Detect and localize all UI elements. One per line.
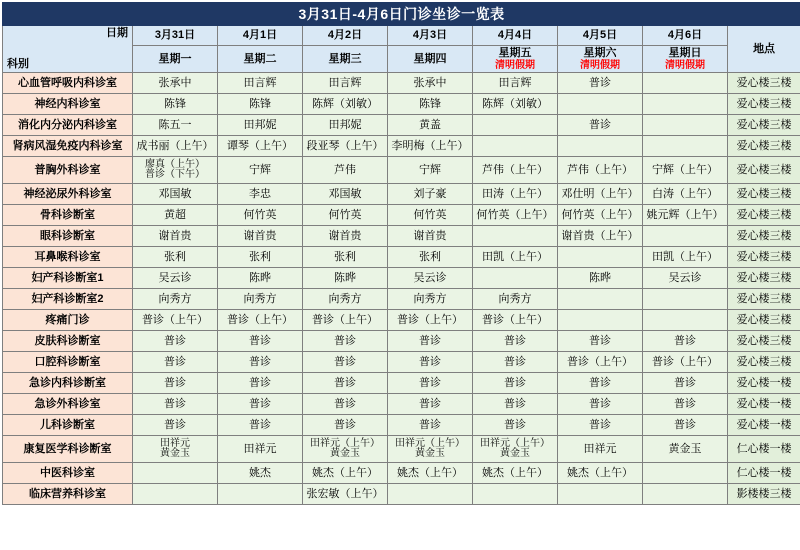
doctor-cell: 黄金玉: [643, 436, 728, 463]
location-cell: 爱心楼三楼: [728, 247, 800, 268]
doctor-cell: 张利: [388, 247, 473, 268]
doctor-cell: 普诊: [558, 73, 643, 94]
doctor-cell: 普诊: [218, 331, 303, 352]
doctor-cell: 宁辉: [218, 157, 303, 184]
doctor-cell: [558, 484, 643, 505]
table-row: [3, 310, 800, 331]
doctor-cell: 张承中: [388, 73, 473, 94]
doctor-cell: 何竹英: [388, 205, 473, 226]
doctor-cell: 姚杰（上午）: [473, 463, 558, 484]
doctor-cell: 向秀方: [388, 289, 473, 310]
doctor-cell: 芦伟（上午）: [558, 157, 643, 184]
department-name: 心血管呼吸内科诊室: [3, 73, 133, 94]
doctor-cell: 普诊: [558, 115, 643, 136]
table-row: [3, 484, 800, 505]
doctor-cell: [643, 73, 728, 94]
doctor-cell: [473, 484, 558, 505]
location-cell: 爱心楼三楼: [728, 73, 800, 94]
doctor-cell: 普诊（上午）: [133, 310, 218, 331]
department-name: 肾病风湿免疫内科诊室: [3, 136, 133, 157]
doctor-cell: 普诊: [133, 373, 218, 394]
doctor-cell: [133, 463, 218, 484]
doctor-cell: 何竹英: [303, 205, 388, 226]
schedule-body: [3, 73, 800, 505]
doctor-cell: 陈辉（刘敏）: [303, 94, 388, 115]
doctor-cell: 姚杰（上午）: [303, 463, 388, 484]
department-name: 神经内科诊室: [3, 94, 133, 115]
doctor-cell: 田祥元 黄金玉: [133, 436, 218, 463]
clinic-schedule-table: [2, 2, 800, 505]
doctor-cell: 成书丽（上午）: [133, 136, 218, 157]
doctor-cell: 谢首贵（上午）: [558, 226, 643, 247]
doctor-cell: 谢首贵: [388, 226, 473, 247]
doctor-cell: 田邦妮: [303, 115, 388, 136]
doctor-cell: 普诊: [388, 373, 473, 394]
doctor-cell: 普诊: [643, 373, 728, 394]
doctor-cell: 谭琴（上午）: [218, 136, 303, 157]
location-cell: 爱心楼三楼: [728, 352, 800, 373]
location-cell: 爱心楼三楼: [728, 94, 800, 115]
table-row: [3, 73, 800, 94]
department-name: 中医科诊室: [3, 463, 133, 484]
doctor-cell: 田祥元: [218, 436, 303, 463]
doctor-cell: 田凯（上午）: [473, 247, 558, 268]
department-name: 耳鼻喉科诊室: [3, 247, 133, 268]
location-cell: 仁心楼一楼: [728, 436, 800, 463]
header-date-6: 4月6日: [643, 26, 728, 46]
doctor-cell: 姚杰（上午）: [558, 463, 643, 484]
header-date-row: [3, 26, 800, 46]
doctor-cell: 李明梅（上午）: [388, 136, 473, 157]
doctor-cell: 张承中: [133, 73, 218, 94]
doctor-cell: [473, 115, 558, 136]
doctor-cell: 陈晔: [218, 268, 303, 289]
department-name: 康复医学科诊断室: [3, 436, 133, 463]
department-name: 儿科诊断室: [3, 415, 133, 436]
doctor-cell: [388, 484, 473, 505]
header-corner-cell: [3, 26, 133, 73]
header-weekday-5: 星期六 清明假期: [558, 46, 643, 73]
table-row: [3, 205, 800, 226]
location-cell: 影楼楼三楼: [728, 484, 800, 505]
table-row: [3, 184, 800, 205]
location-cell: 爱心楼三楼: [728, 157, 800, 184]
doctor-cell: 普诊: [388, 415, 473, 436]
doctor-cell: 吴云诊: [133, 268, 218, 289]
corner-dept-label: 科别: [7, 58, 29, 71]
department-name: 急诊内科诊断室: [3, 373, 133, 394]
doctor-cell: 田涛（上午）: [473, 184, 558, 205]
doctor-cell: 谢首贵: [218, 226, 303, 247]
table-row: [3, 331, 800, 352]
location-cell: 爱心楼三楼: [728, 205, 800, 226]
doctor-cell: 普诊: [558, 394, 643, 415]
doctor-cell: 普诊: [388, 352, 473, 373]
table-title-row: [3, 3, 800, 26]
doctor-cell: 田祥元（上午） 黄金玉: [473, 436, 558, 463]
department-name: 口腔科诊断室: [3, 352, 133, 373]
department-name: 皮肤科诊断室: [3, 331, 133, 352]
doctor-cell: [643, 463, 728, 484]
doctor-cell: 段亚琴（上午）: [303, 136, 388, 157]
schedule-page: [0, 2, 800, 550]
header-weekday-0: 星期一: [133, 46, 218, 73]
doctor-cell: [558, 136, 643, 157]
location-cell: 爱心楼三楼: [728, 226, 800, 247]
doctor-cell: [643, 484, 728, 505]
table-row: [3, 373, 800, 394]
doctor-cell: 普诊: [558, 373, 643, 394]
doctor-cell: 普诊: [303, 394, 388, 415]
doctor-cell: 张宏敏（上午）: [303, 484, 388, 505]
doctor-cell: 黄盖: [388, 115, 473, 136]
corner-date-label: 日期: [106, 27, 128, 40]
header-date-5: 4月5日: [558, 26, 643, 46]
table-row: [3, 268, 800, 289]
doctor-cell: 普诊（上午）: [643, 352, 728, 373]
doctor-cell: 宁辉: [388, 157, 473, 184]
doctor-cell: 廖真（上午） 普诊（下午）: [133, 157, 218, 184]
department-name: 妇产科诊断室1: [3, 268, 133, 289]
doctor-cell: 吴云诊: [388, 268, 473, 289]
location-cell: 爱心楼三楼: [728, 310, 800, 331]
doctor-cell: 芦伟: [303, 157, 388, 184]
page-title: 3月31日-4月6日门诊坐诊一览表: [3, 3, 800, 26]
doctor-cell: 何竹英: [218, 205, 303, 226]
doctor-cell: 姚元辉（上午）: [643, 205, 728, 226]
doctor-cell: 张利: [218, 247, 303, 268]
doctor-cell: 普诊（上午）: [473, 310, 558, 331]
table-row: [3, 94, 800, 115]
location-cell: 爱心楼三楼: [728, 184, 800, 205]
doctor-cell: 邓国敏: [303, 184, 388, 205]
doctor-cell: [558, 247, 643, 268]
table-row: [3, 157, 800, 184]
doctor-cell: 普诊: [133, 352, 218, 373]
doctor-cell: 普诊: [218, 352, 303, 373]
location-cell: 爱心楼三楼: [728, 136, 800, 157]
doctor-cell: 向秀方: [303, 289, 388, 310]
doctor-cell: [643, 289, 728, 310]
doctor-cell: 谢首贵: [133, 226, 218, 247]
header-weekday-6: 星期日 清明假期: [643, 46, 728, 73]
doctor-cell: [643, 136, 728, 157]
header-weekday-3: 星期四: [388, 46, 473, 73]
doctor-cell: 普诊: [473, 352, 558, 373]
department-name: 神经泌尿外科诊室: [3, 184, 133, 205]
header-date-3: 4月3日: [388, 26, 473, 46]
header-weekday-4: 星期五 清明假期: [473, 46, 558, 73]
doctor-cell: 田凯（上午）: [643, 247, 728, 268]
location-cell: 爱心楼一楼: [728, 415, 800, 436]
department-name: 急诊外科诊室: [3, 394, 133, 415]
header-date-1: 4月1日: [218, 26, 303, 46]
doctor-cell: 黄超: [133, 205, 218, 226]
doctor-cell: 普诊: [473, 373, 558, 394]
table-row: [3, 289, 800, 310]
doctor-cell: 陈晔: [303, 268, 388, 289]
header-date-4: 4月4日: [473, 26, 558, 46]
doctor-cell: [643, 226, 728, 247]
doctor-cell: 田祥元（上午） 黄金玉: [388, 436, 473, 463]
header-date-0: 3月31日: [133, 26, 218, 46]
doctor-cell: 姚杰（上午）: [388, 463, 473, 484]
doctor-cell: 李忠: [218, 184, 303, 205]
doctor-cell: 普诊: [133, 394, 218, 415]
doctor-cell: 普诊: [218, 415, 303, 436]
location-cell: 爱心楼三楼: [728, 115, 800, 136]
doctor-cell: 何竹英（上午）: [473, 205, 558, 226]
table-row: [3, 247, 800, 268]
doctor-cell: [558, 94, 643, 115]
doctor-cell: 普诊: [303, 331, 388, 352]
doctor-cell: 邓仕明（上午）: [558, 184, 643, 205]
doctor-cell: [643, 115, 728, 136]
department-name: 骨科诊断室: [3, 205, 133, 226]
department-name: 临床营养科诊室: [3, 484, 133, 505]
doctor-cell: [133, 484, 218, 505]
doctor-cell: 陈晔: [558, 268, 643, 289]
table-row: [3, 352, 800, 373]
doctor-cell: 普诊: [303, 373, 388, 394]
table-row: [3, 415, 800, 436]
doctor-cell: 陈五一: [133, 115, 218, 136]
doctor-cell: 普诊（上午）: [218, 310, 303, 331]
doctor-cell: 普诊: [388, 394, 473, 415]
doctor-cell: 普诊（上午）: [303, 310, 388, 331]
doctor-cell: 吴云诊: [643, 268, 728, 289]
doctor-cell: 普诊: [558, 331, 643, 352]
doctor-cell: 张利: [133, 247, 218, 268]
doctor-cell: 宁辉（上午）: [643, 157, 728, 184]
table-row: [3, 136, 800, 157]
doctor-cell: 邓国敏: [133, 184, 218, 205]
doctor-cell: 谢首贵: [303, 226, 388, 247]
header-weekday-2: 星期三: [303, 46, 388, 73]
doctor-cell: [473, 268, 558, 289]
doctor-cell: 普诊: [388, 331, 473, 352]
location-cell: 爱心楼一楼: [728, 394, 800, 415]
doctor-cell: 刘子豪: [388, 184, 473, 205]
doctor-cell: 田祥元: [558, 436, 643, 463]
doctor-cell: [643, 310, 728, 331]
doctor-cell: 芦伟（上午）: [473, 157, 558, 184]
doctor-cell: [558, 310, 643, 331]
table-row: [3, 394, 800, 415]
department-name: 眼科诊断室: [3, 226, 133, 247]
location-cell: 爱心楼三楼: [728, 289, 800, 310]
department-name: 普胸外科诊室: [3, 157, 133, 184]
doctor-cell: 田言辉: [303, 73, 388, 94]
doctor-cell: 田言辉: [218, 73, 303, 94]
department-name: 疼痛门诊: [3, 310, 133, 331]
doctor-cell: 普诊（上午）: [558, 352, 643, 373]
header-place-label: 地点: [728, 26, 800, 73]
department-name: 妇产科诊断室2: [3, 289, 133, 310]
doctor-cell: 田祥元（上午） 黄金玉: [303, 436, 388, 463]
doctor-cell: 普诊: [558, 415, 643, 436]
doctor-cell: 陈锋: [388, 94, 473, 115]
doctor-cell: 田言辉: [473, 73, 558, 94]
doctor-cell: 何竹英（上午）: [558, 205, 643, 226]
doctor-cell: 普诊: [218, 394, 303, 415]
doctor-cell: [473, 226, 558, 247]
doctor-cell: 白涛（上午）: [643, 184, 728, 205]
doctor-cell: 陈锋: [133, 94, 218, 115]
location-cell: 爱心楼一楼: [728, 373, 800, 394]
header-weekday-1: 星期二: [218, 46, 303, 73]
table-row: [3, 115, 800, 136]
doctor-cell: 向秀方: [133, 289, 218, 310]
doctor-cell: [473, 136, 558, 157]
table-row: [3, 436, 800, 463]
doctor-cell: 田邦妮: [218, 115, 303, 136]
doctor-cell: 姚杰: [218, 463, 303, 484]
location-cell: 爱心楼三楼: [728, 331, 800, 352]
doctor-cell: [218, 484, 303, 505]
doctor-cell: 普诊: [303, 415, 388, 436]
department-name: 消化内分泌内科诊室: [3, 115, 133, 136]
doctor-cell: 张利: [303, 247, 388, 268]
doctor-cell: 普诊: [643, 415, 728, 436]
location-cell: 仁心楼一楼: [728, 463, 800, 484]
doctor-cell: [643, 94, 728, 115]
doctor-cell: 普诊: [473, 415, 558, 436]
doctor-cell: 普诊: [218, 373, 303, 394]
doctor-cell: 普诊（上午）: [388, 310, 473, 331]
header-date-2: 4月2日: [303, 26, 388, 46]
table-row: [3, 226, 800, 247]
doctor-cell: 普诊: [473, 394, 558, 415]
doctor-cell: 向秀方: [218, 289, 303, 310]
table-row: [3, 463, 800, 484]
doctor-cell: 普诊: [643, 394, 728, 415]
doctor-cell: 陈锋: [218, 94, 303, 115]
doctor-cell: 普诊: [473, 331, 558, 352]
doctor-cell: 陈辉（刘敏）: [473, 94, 558, 115]
doctor-cell: 普诊: [303, 352, 388, 373]
doctor-cell: 普诊: [133, 331, 218, 352]
doctor-cell: 普诊: [643, 331, 728, 352]
location-cell: 爱心楼三楼: [728, 268, 800, 289]
doctor-cell: 向秀方: [473, 289, 558, 310]
doctor-cell: [558, 289, 643, 310]
doctor-cell: 普诊: [133, 415, 218, 436]
